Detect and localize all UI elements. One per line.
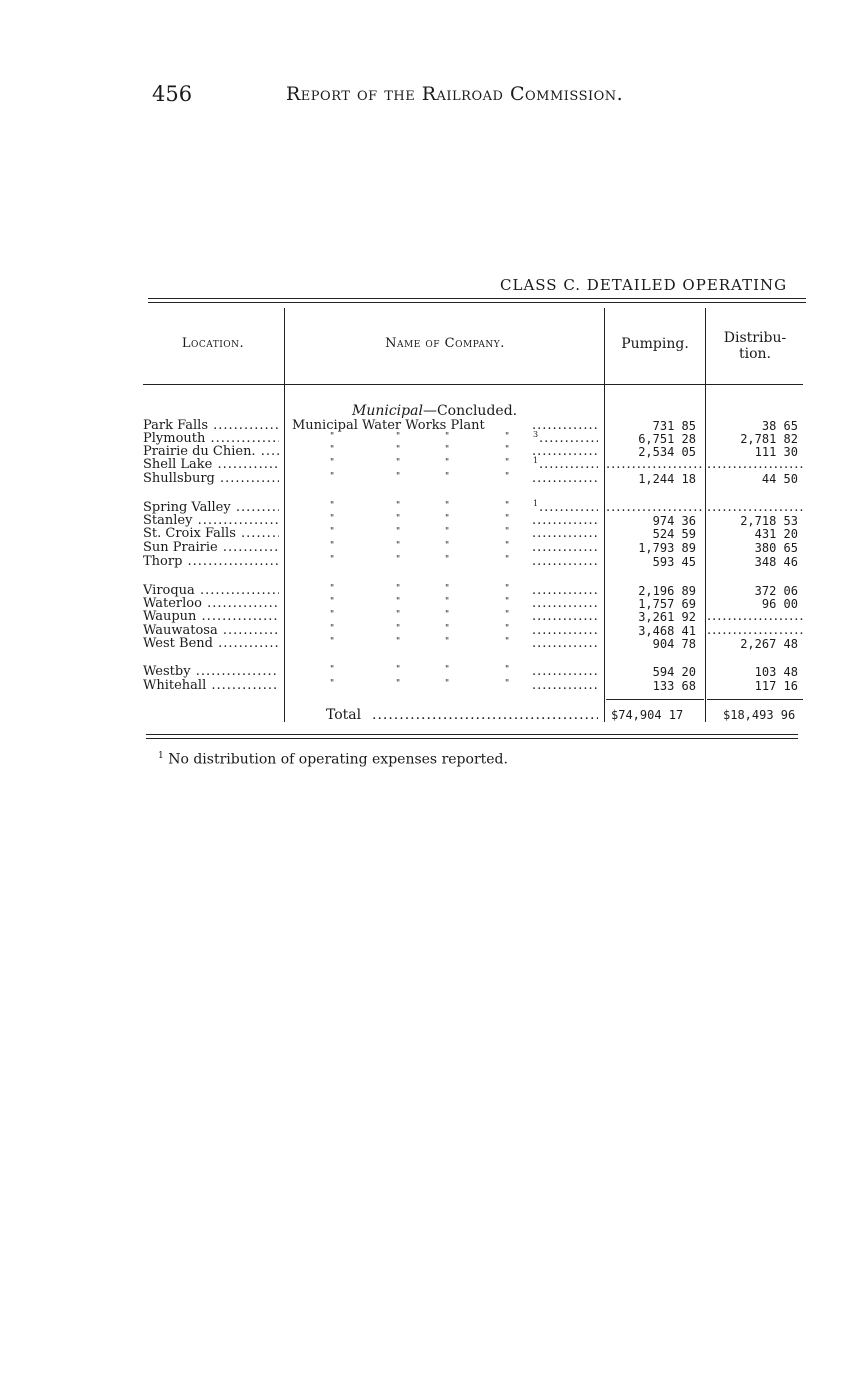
total-rule-pumping xyxy=(606,699,704,700)
ditto-mark: " xyxy=(330,527,335,537)
top-rule-1 xyxy=(148,298,806,299)
location-cell: Waterloo ..... xyxy=(143,597,279,611)
ditto-mark: " xyxy=(505,501,510,511)
location-cell: Park Falls ..... xyxy=(143,419,279,433)
leader-dots xyxy=(532,637,598,651)
table-row xyxy=(0,637,867,651)
ditto-mark: " xyxy=(505,637,510,647)
ditto-mark: " xyxy=(445,472,450,482)
ditto-mark: " xyxy=(396,458,401,468)
table-row xyxy=(0,432,867,446)
pumping-cell: 594 20 xyxy=(652,665,696,679)
pumping-cell: 524 59 xyxy=(652,527,696,541)
leader-dots xyxy=(532,527,598,541)
ditto-mark: " xyxy=(505,432,510,442)
table-row xyxy=(0,584,867,598)
ditto-mark: " xyxy=(445,445,450,455)
ditto-mark: " xyxy=(505,555,510,565)
ditto-mark: " xyxy=(505,584,510,594)
ditto-mark: " xyxy=(396,527,401,537)
bottom-rule-2 xyxy=(146,738,798,739)
table-row xyxy=(0,665,867,679)
ditto-mark: " xyxy=(445,584,450,594)
ditto-mark: " xyxy=(330,597,335,607)
leader-dots xyxy=(532,584,598,598)
distribution-cell: 431 20 xyxy=(754,527,798,541)
ditto-mark: " xyxy=(505,541,510,551)
total-distribution: $18,493 96 xyxy=(723,708,796,722)
location-cell: West Bend ..... xyxy=(143,637,279,651)
ditto-mark: " xyxy=(505,527,510,537)
leader-dots xyxy=(532,624,598,638)
ditto-mark: " xyxy=(330,432,335,442)
section-label-italic: Municipal xyxy=(352,403,423,419)
section-label xyxy=(352,403,517,419)
distribution-cell: 380 65 xyxy=(754,541,798,555)
ditto-mark: " xyxy=(505,472,510,482)
ditto-mark: " xyxy=(445,458,450,468)
distribution-empty xyxy=(707,501,803,515)
ditto-mark: " xyxy=(330,665,335,675)
distribution-empty xyxy=(707,624,803,638)
ditto-mark: " xyxy=(396,637,401,647)
company-cell: Municipal Water Works Plant xyxy=(292,418,485,433)
total-leader-dots xyxy=(372,707,598,723)
ditto-mark: " xyxy=(445,624,450,634)
section-label-rest: —Concluded. xyxy=(422,403,518,419)
location-cell: Stanley ..... xyxy=(143,514,279,528)
ditto-mark: " xyxy=(330,637,335,647)
total-pumping: $74,904 17 xyxy=(611,708,684,722)
bottom-rule-1 xyxy=(146,734,798,735)
running-title: Report of the Railroad Commission. xyxy=(286,83,624,105)
header-rule xyxy=(143,384,803,385)
pumping-cell: 2,534 05 xyxy=(638,445,696,459)
ditto-mark: " xyxy=(445,610,450,620)
ditto-mark: " xyxy=(445,527,450,537)
pumping-cell: 6,751 28 xyxy=(638,432,696,446)
distribution-cell: 38 65 xyxy=(761,419,798,433)
header-company: Name of Company. xyxy=(385,336,505,351)
ditto-mark: " xyxy=(445,679,450,689)
footnote-marker: 1 xyxy=(158,751,164,761)
table-title: CLASS C. DETAILED OPERATING xyxy=(500,276,788,294)
ditto-mark: " xyxy=(396,665,401,675)
pumping-cell: 1,757 69 xyxy=(638,597,696,611)
pumping-empty xyxy=(606,501,704,515)
ditto-mark: " xyxy=(396,584,401,594)
ditto-mark: " xyxy=(505,514,510,524)
distribution-cell: 96 00 xyxy=(761,597,798,611)
ditto-mark: " xyxy=(396,597,401,607)
ditto-mark: " xyxy=(445,597,450,607)
pumping-cell: 3,261 92 xyxy=(638,610,696,624)
leader-dots xyxy=(532,679,598,693)
leader-dots xyxy=(539,458,598,472)
location-cell: Spring Valley ..... xyxy=(143,501,279,515)
ditto-mark: " xyxy=(330,584,335,594)
header-pumping: Pumping. xyxy=(621,336,689,352)
distribution-cell: 348 46 xyxy=(754,555,798,569)
ditto-mark: " xyxy=(396,679,401,689)
ditto-mark: " xyxy=(445,514,450,524)
footnote-text: No distribution of operating expenses reported. xyxy=(168,751,508,768)
table-row xyxy=(0,472,867,486)
leader-dots xyxy=(532,419,598,433)
ditto-mark: " xyxy=(396,610,401,620)
ditto-mark: " xyxy=(445,555,450,565)
pumping-cell: 1,244 18 xyxy=(638,472,696,486)
ditto-mark: " xyxy=(396,472,401,482)
table-row xyxy=(0,445,867,459)
distribution-cell: 111 30 xyxy=(754,445,798,459)
location-cell: Whitehall ..... xyxy=(143,679,279,693)
table-row xyxy=(0,527,867,541)
top-rule-2 xyxy=(148,302,806,303)
distribution-empty xyxy=(707,458,803,472)
ditto-mark: " xyxy=(445,637,450,647)
distribution-cell: 2,781 82 xyxy=(740,432,798,446)
table-row xyxy=(0,458,867,472)
location-cell: Thorp ..... xyxy=(143,555,279,569)
ditto-mark: " xyxy=(505,610,510,620)
pumping-cell: 3,468 41 xyxy=(638,624,696,638)
ditto-mark: " xyxy=(505,597,510,607)
ditto-mark: " xyxy=(396,514,401,524)
ditto-mark: " xyxy=(330,501,335,511)
table-row xyxy=(0,597,867,611)
leader-dots xyxy=(532,445,598,459)
location-cell: Shullsburg ..... xyxy=(143,472,279,486)
distribution-cell: 2,267 48 xyxy=(740,637,798,651)
location-cell: Prairie du Chien. ..... xyxy=(143,445,279,459)
location-cell: Waupun ..... xyxy=(143,610,279,624)
location-cell: Shell Lake ..... xyxy=(143,458,279,472)
ditto-mark: " xyxy=(330,555,335,565)
ditto-mark: " xyxy=(396,541,401,551)
ditto-mark: " xyxy=(396,445,401,455)
ditto-mark: " xyxy=(330,458,335,468)
footnote xyxy=(158,751,508,768)
ditto-mark: " xyxy=(396,555,401,565)
footnote-reference: 3 xyxy=(533,430,539,439)
distribution-cell: 44 50 xyxy=(761,472,798,486)
ditto-mark: " xyxy=(445,432,450,442)
table-row xyxy=(0,514,867,528)
pumping-cell: 904 78 xyxy=(652,637,696,651)
distribution-empty xyxy=(707,610,803,624)
table-row xyxy=(0,555,867,569)
location-cell: Westby ..... xyxy=(143,665,279,679)
distribution-cell: 372 06 xyxy=(754,584,798,598)
ditto-mark: " xyxy=(396,432,401,442)
footnote-reference: 1 xyxy=(533,456,539,465)
ditto-mark: " xyxy=(330,679,335,689)
table-row xyxy=(0,624,867,638)
ditto-mark: " xyxy=(396,624,401,634)
ditto-mark: " xyxy=(505,665,510,675)
location-cell: Plymouth ..... xyxy=(143,432,279,446)
leader-dots xyxy=(532,472,598,486)
pumping-cell: 593 45 xyxy=(652,555,696,569)
table-row xyxy=(0,679,867,693)
location-cell: St. Croix Falls ..... xyxy=(143,527,279,541)
pumping-cell: 133 68 xyxy=(652,679,696,693)
ditto-mark: " xyxy=(330,610,335,620)
ditto-mark: " xyxy=(396,501,401,511)
leader-dots xyxy=(532,541,598,555)
ditto-mark: " xyxy=(505,458,510,468)
table-row xyxy=(0,610,867,624)
ditto-mark: " xyxy=(445,665,450,675)
header-location: Location. xyxy=(181,336,245,351)
pumping-cell: 731 85 xyxy=(652,419,696,433)
location-cell: Viroqua ..... xyxy=(143,584,279,598)
table-row xyxy=(0,501,867,515)
ditto-mark: " xyxy=(330,445,335,455)
pumping-cell: 1,793 89 xyxy=(638,541,696,555)
leader-dots xyxy=(539,432,598,446)
pumping-cell: 2,196 89 xyxy=(638,584,696,598)
distribution-cell: 117 16 xyxy=(754,679,798,693)
ditto-mark: " xyxy=(330,541,335,551)
ditto-mark: " xyxy=(330,624,335,634)
table-row xyxy=(0,541,867,555)
total-label: Total xyxy=(326,707,362,723)
pumping-empty xyxy=(606,458,704,472)
header-distribution: Distribu- tion. xyxy=(723,330,787,362)
ditto-mark: " xyxy=(445,541,450,551)
ditto-mark: " xyxy=(445,501,450,511)
leader-dots xyxy=(532,597,598,611)
distribution-cell: 2,718 53 xyxy=(740,514,798,528)
distribution-cell: 103 48 xyxy=(754,665,798,679)
location-cell: Sun Prairie ..... xyxy=(143,541,279,555)
ditto-mark: " xyxy=(505,679,510,689)
ditto-mark: " xyxy=(330,514,335,524)
leader-dots xyxy=(532,610,598,624)
pumping-cell: 974 36 xyxy=(652,514,696,528)
ditto-mark: " xyxy=(505,624,510,634)
total-rule-distribution xyxy=(707,699,803,700)
leader-dots xyxy=(539,501,598,515)
leader-dots xyxy=(532,514,598,528)
location-cell: Wauwatosa ..... xyxy=(143,624,279,638)
page-number: 456 xyxy=(152,82,193,106)
footnote-reference: 1 xyxy=(533,499,539,508)
ditto-mark: " xyxy=(505,445,510,455)
ditto-mark: " xyxy=(330,472,335,482)
leader-dots xyxy=(532,555,598,569)
table-row xyxy=(0,419,867,433)
leader-dots xyxy=(532,665,598,679)
